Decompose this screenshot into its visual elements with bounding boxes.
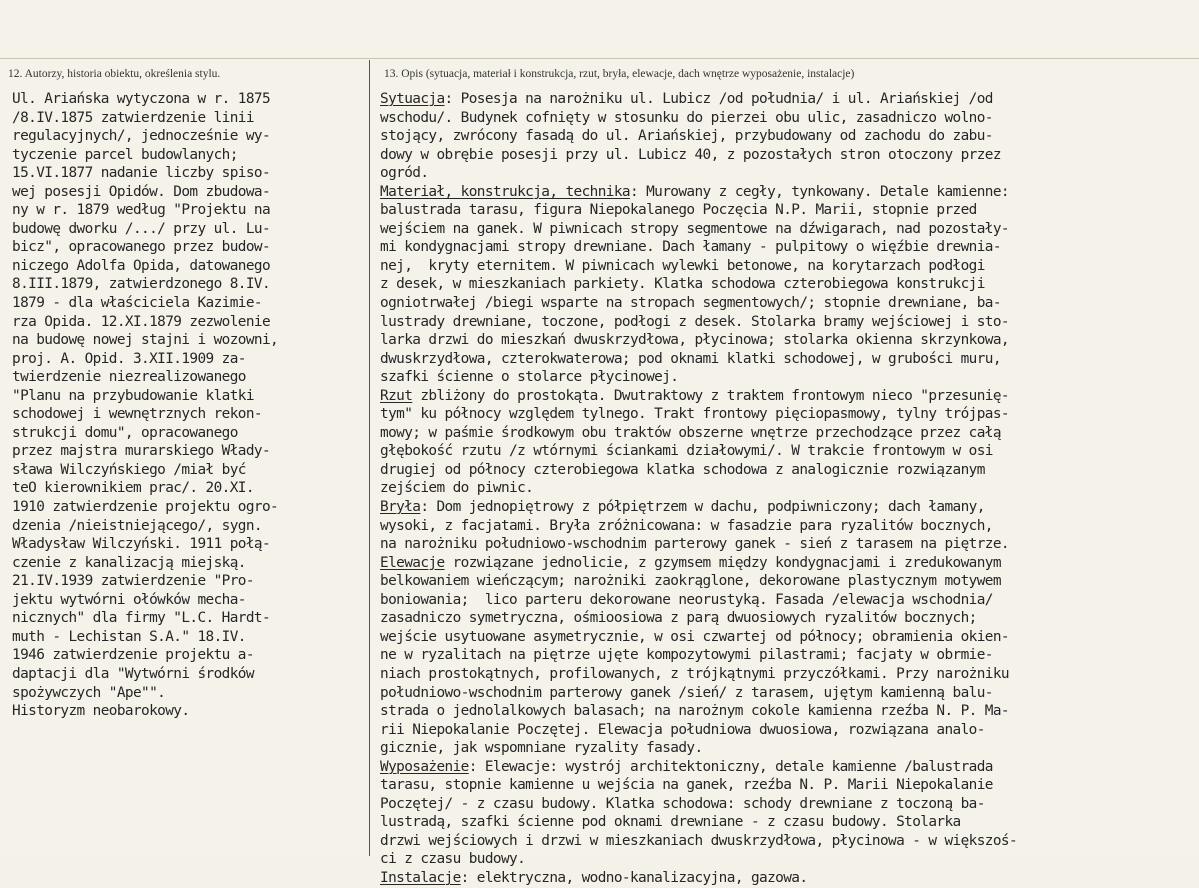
section-header-description: 13. Opis (sytuacja, materiał i konstrukcja, rzut, bryła, elewacje, dach wnętrze wyposażenie, instalacje): [384, 68, 855, 80]
history-text-line: na budowę nowej stajni i wozowni,: [12, 332, 279, 349]
description-text-line: [380, 479, 1192, 498]
history-text-line: niczego Adolfa Opida, datowanego: [12, 257, 271, 274]
description-text-line: [380, 832, 1192, 851]
description-text-line: [380, 850, 1192, 869]
history-text-line: 1910 zatwierdzenie projektu ogro-: [12, 499, 279, 516]
description-text-line: [380, 591, 1192, 610]
description-text-line: [380, 257, 1192, 276]
line-text: ogród.: [380, 165, 429, 182]
description-text-line: [380, 776, 1192, 795]
description-text-line: [380, 609, 1192, 628]
line-text: : elektryczna, wodno-kanalizacyjna, gazowa.: [460, 869, 808, 886]
description-text-line: [380, 646, 1192, 665]
history-text-line: /8.IV.1875 zatwierdzenie linii: [12, 109, 254, 126]
section-heading: Sytuacja: [380, 91, 445, 107]
line-text: balustrada tarasu, figura Niepokalanego Poczęcia N.P. Marii, stopnie przed: [380, 202, 977, 219]
line-text: wschodu/. Budynek cofnięty w stosunku do pierzei obu ulic, zasadniczo wolno-: [380, 109, 993, 126]
description-text-line: [380, 665, 1192, 684]
line-text: mowy; w paśmie środkowym obu traktów obszerne wnętrze przechodzące przez całą: [380, 424, 1001, 441]
history-text-line: 1946 zatwierdzenie projektu a-: [12, 647, 254, 664]
line-text: południowo-wschodnim parterowy ganek /sień/ z tarasem, ujętym kamienną balu-: [380, 684, 993, 701]
history-text-line: nicznych" dla firmy "L.C. Hardt-: [12, 610, 271, 627]
history-text-line: proj. A. Opid. 3.XII.1909 za-: [12, 350, 246, 367]
line-text: mi kondygnacjami stropy drewniane. Dach łamany - pulpitowy o więźbie drewnia-: [380, 239, 1001, 256]
section-heading: Elewacje: [380, 554, 445, 571]
description-text-line: [380, 201, 1192, 220]
line-text: : Elewacje: wystrój architektoniczny, detale kamienne /balustrada: [468, 758, 993, 775]
line-text: strada o jednolalkowych balasach; na narożnym cokole kamienna rzeźba N. P. Ma-: [380, 703, 1009, 720]
description-text-line: [380, 146, 1192, 165]
line-text: na narożniku południowo-wschodnim parterowy ganek - sień z tarasem na piętrze.: [380, 536, 1009, 553]
line-text: tym" ku północy względem tylnego. Trakt frontowy pięciopasmowy, tylny trójpas-: [380, 406, 1009, 423]
line-text: drugiej od północy czterobiegowa klatka schodowa z analogicznie rozwiązanym: [380, 461, 985, 478]
history-text-line: Władysław Wilczyński. 1911 połą-: [12, 536, 271, 553]
line-text: zbliżony do prostokąta. Dwutraktowy z traktem frontowym nieco "przesunię-: [412, 387, 1009, 404]
line-text: ci z czasu budowy.: [380, 851, 526, 868]
line-text: ne w ryzalitach na piętrze ujęte kompozytowymi pilastrami; facjaty w obrmie-: [380, 647, 993, 664]
line-text: gicznie, jak wspomniane ryzality fasady.: [380, 740, 703, 757]
description-text-line: [380, 90, 1192, 109]
line-text: niach prostokątnych, profilowanych, z trójkątnymi przyczółkami. Przy narożniku: [380, 665, 1009, 682]
history-text-line: Historyzm neobarokowy.: [12, 703, 190, 720]
description-text-line: [380, 238, 1192, 257]
description-text-line: [380, 109, 1192, 128]
description-text-line: [380, 368, 1192, 387]
description-text-line: [380, 517, 1192, 536]
description-text-line: [380, 164, 1192, 183]
line-text: boniowania; lico parteru dekorowane neorustyką. Fasada /elewacja wschodnia/: [380, 591, 993, 608]
description-text-line: [380, 350, 1192, 369]
line-text: wejściem na ganek. W piwnicach stropy segmentowe na dźwigarach, nad pozostały-: [380, 220, 1009, 237]
description-text-line: [380, 739, 1192, 758]
section-heading: Materiał, konstrukcja, technika: [380, 183, 630, 200]
line-text: dowy w obrębie posesji przy ul. Lubicz 40, z pozostałych stron otoczony przez: [380, 146, 1001, 163]
history-text-line: 21.IV.1939 zatwierdzenie "Pro-: [12, 573, 254, 590]
line-text: rozwiązane jednolicie, z gzymsem między kondygnacjami i zredukowanym: [444, 554, 1001, 571]
history-text-line: twierdzenie niezrealizowanego: [12, 369, 246, 386]
line-text: z desek, w mieszkaniach parkiety. Klatka schodowa czterobiegowa konstrukcji: [380, 276, 985, 293]
line-text: nej, kryty eternitem. W piwnicach wylewki betonowe, na korytarzach podłogi: [380, 257, 985, 274]
description-text-line: [380, 313, 1192, 332]
description-text-column: [380, 90, 1192, 888]
description-text-line: [380, 442, 1192, 461]
description-text-line: [380, 702, 1192, 721]
description-text-line: [380, 183, 1192, 202]
history-text-line: jektu wytwórni ołówków mecha-: [12, 591, 246, 608]
description-text-line: [380, 813, 1192, 832]
description-text-line: [380, 294, 1192, 313]
history-text-line: muth - Lechistan S.A." 18.IV.: [12, 628, 246, 645]
description-text-line: [380, 424, 1192, 443]
line-text: wejście usytuowane asymetrycznie, w osi czwartej od północy; obramienia okien-: [380, 628, 1009, 645]
line-text: tarasu, stopnie kamienne u wejścia na ganek, rzeźba N. P. Marii Niepokalanie: [380, 777, 993, 794]
line-text: rii Niepokalanie Poczętej. Elewacja południowa dwuosiowa, rozwiązana analo-: [380, 721, 985, 738]
description-text-line: [380, 331, 1192, 350]
history-text-line: regulacyjnych/, jednocześnie wy-: [12, 128, 271, 145]
section-heading: Wyposażenie: [380, 758, 469, 775]
history-text-line: 1879 - dla właściciela Kazimie-: [12, 295, 262, 312]
description-text-line: [380, 127, 1192, 146]
line-text: : Dom jednopiętrowy z półpiętrzem w dachu, podpiwniczony; dach łamany,: [420, 499, 985, 516]
history-text-line: spożywczych "Ape"".: [12, 684, 166, 701]
description-text-line: [380, 869, 1192, 888]
history-text-line: strukcji domu", opracowanego: [12, 424, 238, 441]
history-text-line: tyczenie parcel budowlanych;: [12, 146, 238, 163]
line-text: zasadniczo symetryczna, ośmioosiowa z parą dwuosiowych ryzalitów bocznych;: [380, 610, 977, 627]
section-heading: Bryła: [380, 499, 421, 516]
line-text: lustrady drewniane, toczone, podłogi z desek. Stolarka bramy wejściowej i sto-: [380, 313, 1009, 330]
line-text: szafki ścienne o stolarce płycinowej.: [380, 369, 679, 386]
description-text-line: [380, 498, 1192, 517]
history-text-line: przez majstra murarskiego Włady-: [12, 443, 271, 460]
line-text: larka drzwi do mieszkań dwuskrzydłowa, płycinowa; stolarka okienna skrzynkowa,: [380, 332, 1009, 349]
history-text-line: schodowej i wewnętrznych rekon-: [12, 406, 262, 423]
history-text-line: 8.III.1879, zatwierdzonego 8.IV.: [12, 276, 271, 293]
line-text: zejściem do piwnic.: [380, 480, 534, 497]
description-text-line: [380, 628, 1192, 647]
description-text-line: [380, 220, 1192, 239]
line-text: wysoki, z facjatami. Bryła zróżnicowana: w fasadzie para ryzalitów bocznych,: [380, 517, 993, 534]
description-text-line: [380, 684, 1192, 703]
line-text: : Posesja na narożniku ul. Lubicz /od południa/ i ul. Ariańskiej /od: [444, 91, 993, 107]
history-text-line: dzenia /nieistniejącego/, sygn.: [12, 517, 262, 534]
history-text-line: Ul. Ariańska wytyczona w r. 1875: [12, 91, 271, 107]
line-text: stojący, zwrócony fasadą do ul. Ariańskiej, przybudowany od zachodu do zabu-: [380, 128, 993, 145]
description-text-line: [380, 554, 1192, 573]
history-text-line: bicz", opracowanego przez budow-: [12, 239, 271, 256]
section-heading: Instalacje: [380, 869, 461, 886]
line-text: głębokość rzutu /z wtórnymi ściankami działowymi/. W trakcie frontowym w osi: [380, 443, 993, 460]
line-text: ogniotrwałej /biegi wsparte na stropach segmentowych/; stopnie drewniane, ba-: [380, 295, 1001, 312]
history-text-line: 15.VI.1877 nadanie liczby spiso-: [12, 165, 271, 182]
history-text-column: [12, 90, 368, 721]
section-header-authors: 12. Autorzy, historia obiektu, określenia stylu.: [8, 68, 221, 80]
description-text-line: [380, 795, 1192, 814]
description-text-line: [380, 461, 1192, 480]
history-text-line: ny w r. 1879 według "Projektu na: [12, 202, 271, 219]
history-text-line: rza Opida. 12.XI.1879 zezwolenie: [12, 313, 271, 330]
line-text: Poczętej/ - z czasu budowy. Klatka schodowa: schody drewniane z toczoną ba-: [380, 795, 985, 812]
line-text: drzwi wejściowych i drzwi w mieszkaniach dwuskrzydłowa, płycinowa - w większoś-: [380, 832, 1018, 849]
history-text-line: daptacji dla "Wytwórni środków: [12, 665, 254, 682]
description-text-line: [380, 275, 1192, 294]
description-text-line: [380, 721, 1192, 740]
history-text-line: czenie z kanalizacją miejską.: [12, 554, 246, 571]
column-divider: [369, 60, 370, 856]
history-text-line: "Planu na przybudowanie klatki: [12, 387, 254, 404]
line-text: lustradą, szafki ścienne pod oknami drewniane - z czasu budowy. Stolarka: [380, 814, 961, 831]
description-text-line: [380, 758, 1192, 777]
history-text-line: sława Wilczyńskiego /miał być: [12, 461, 246, 478]
history-text-line: teO kierownikiem prac/. 20.XI.: [12, 480, 254, 497]
history-text-line: budowę dworku /.../ przy ul. Lu-: [12, 220, 271, 237]
description-text-line: [380, 572, 1192, 591]
line-text: dwuskrzydłowa, czterokwaterowa; pod oknami klatki schodowej, w grubości muru,: [380, 350, 1001, 367]
history-text-line: wej posesji Opidów. Dom zbudowa-: [12, 183, 271, 200]
description-text-line: [380, 535, 1192, 554]
section-heading: Rzut: [380, 387, 413, 404]
line-text: : Murowany z cegły, tynkowany. Detale kamienne:: [629, 183, 1009, 200]
header-rule: [0, 58, 1199, 59]
description-text-line: [380, 405, 1192, 424]
line-text: belkowaniem wieńczącym; narożniki zaokrąglone, dekorowane plastycznym motywem: [380, 573, 1001, 590]
description-text-line: [380, 387, 1192, 406]
